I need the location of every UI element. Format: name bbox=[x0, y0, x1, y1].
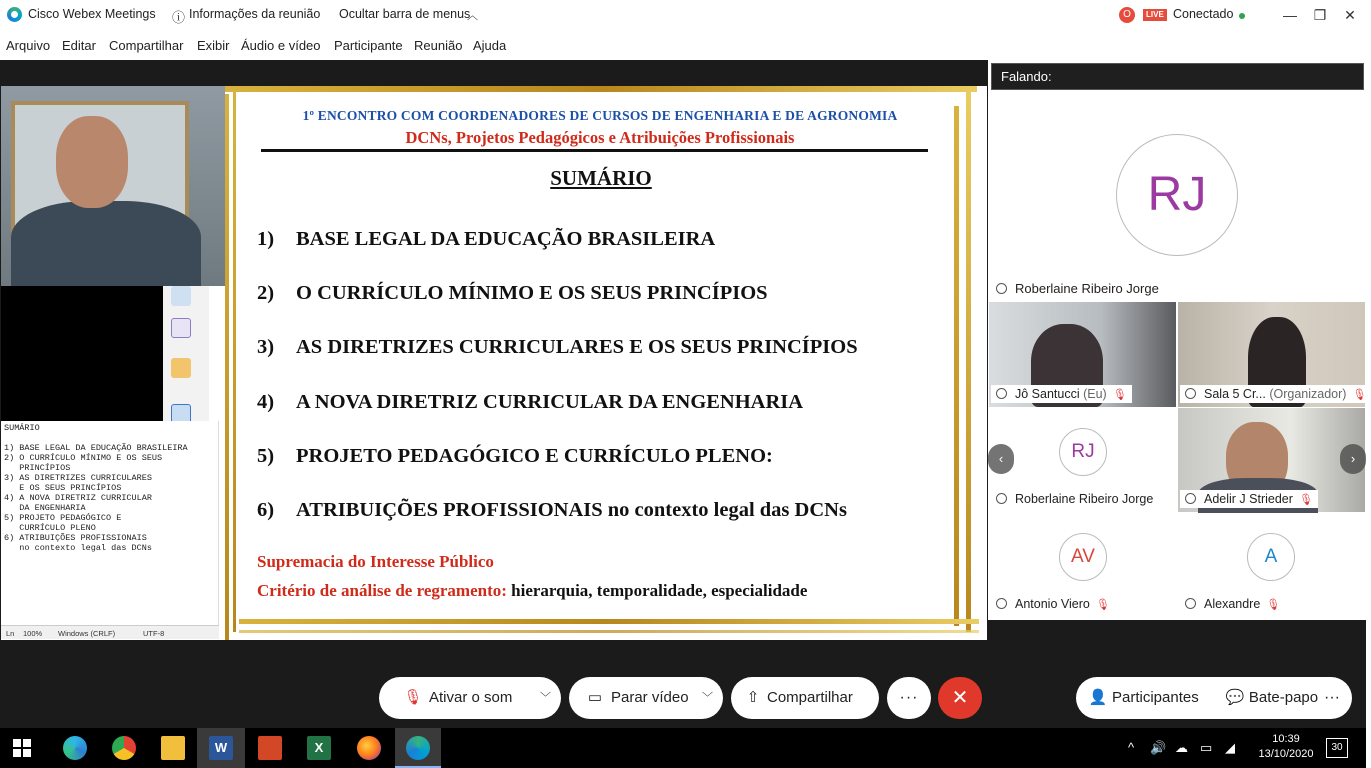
volume-icon[interactable]: 🔊 bbox=[1150, 740, 1167, 755]
wifi-icon[interactable]: ◢ bbox=[1225, 740, 1235, 755]
participants-video-panel bbox=[988, 60, 1366, 620]
status-encoding: UTF-8 bbox=[143, 629, 165, 638]
slide-item: 5) PROJETO PEDAGÓGICO E CURRÍCULO PLENO: bbox=[257, 445, 773, 467]
shared-screen bbox=[1, 86, 987, 640]
chevron-down-icon[interactable]: ﹀ bbox=[540, 692, 551, 704]
slide-item: 1) BASE LEGAL DA EDUCAÇÃO BRASILEIRA bbox=[257, 228, 716, 250]
participant-avatar-tile[interactable] bbox=[989, 408, 1176, 512]
panel-more-button[interactable]: ··· bbox=[1324, 689, 1340, 706]
firefox-icon[interactable] bbox=[357, 736, 381, 760]
presentation-slide bbox=[225, 86, 987, 640]
video-camera-icon: ▭ bbox=[587, 689, 603, 706]
menu-exibir[interactable]: Exibir bbox=[197, 38, 230, 53]
participant-namebar: Adelir J Strieder 🎙 bbox=[1180, 490, 1318, 508]
end-meeting-button[interactable]: ✕ bbox=[938, 677, 982, 719]
title-bar bbox=[0, 0, 1366, 30]
slide-note-supremacia: Supremacia do Interesse Público bbox=[257, 552, 494, 571]
participant-namebar: Jô Santucci (Eu) 🎙 bbox=[991, 385, 1132, 403]
unmute-button[interactable]: 🎙 Ativar o som ﹀ bbox=[379, 677, 561, 719]
menu-audio-video[interactable]: Áudio e vídeo bbox=[241, 38, 321, 53]
muted-mic-icon: 🎙 bbox=[1266, 599, 1281, 611]
participant-video-tile[interactable] bbox=[989, 302, 1176, 407]
menu-bar bbox=[0, 30, 1366, 60]
meeting-info-button[interactable]: Informações da reunião bbox=[189, 7, 321, 21]
share-button[interactable]: ⇧ Compartilhar bbox=[731, 677, 879, 719]
muted-mic-icon: 🎙 bbox=[1112, 389, 1127, 401]
slide-header-line1: 1º ENCONTRO COM COORDENADORES DE CURSOS DE ENGENHARIA E DE AGRONOMIA bbox=[302, 108, 898, 123]
panel-buttons-group bbox=[1076, 677, 1352, 719]
tray-chevron-icon[interactable]: ^ bbox=[1128, 740, 1135, 755]
minimize-icon[interactable]: — bbox=[1283, 7, 1297, 23]
slide-item: 6) ATRIBUIÇÕES PROFISSIONAIS no contexto legal das DCNs bbox=[257, 499, 847, 521]
black-window-area bbox=[1, 286, 163, 421]
webex-logo-icon bbox=[7, 7, 22, 22]
participant-namebar: Antonio Viero 🎙 bbox=[991, 595, 1115, 613]
participant-avatar-tile[interactable] bbox=[1178, 513, 1365, 618]
presenter-head-image bbox=[56, 116, 128, 208]
clock-time: 10:39 bbox=[1272, 733, 1300, 745]
document-icon[interactable] bbox=[171, 318, 191, 338]
excel-icon[interactable]: X bbox=[307, 736, 331, 760]
connected-dot-icon bbox=[1239, 13, 1245, 19]
slide-header-rule bbox=[261, 149, 928, 152]
menu-arquivo[interactable]: Arquivo bbox=[6, 38, 51, 53]
link-icon[interactable] bbox=[171, 286, 191, 306]
chevron-up-icon[interactable]: ︿ bbox=[467, 10, 478, 22]
bottom-gold-border bbox=[239, 619, 979, 624]
audio-icon bbox=[1185, 598, 1196, 609]
chat-icon: 💬 bbox=[1225, 689, 1245, 706]
audio-icon bbox=[1185, 388, 1196, 399]
menu-reuniao[interactable]: Reunião bbox=[414, 38, 463, 53]
powerpoint-icon[interactable] bbox=[258, 736, 282, 760]
presenter-body-image bbox=[11, 201, 201, 291]
slide-note-criterio: Critério de análise de regramento: hierarquia, temporalidade, especialidade bbox=[257, 581, 808, 600]
slide-header-line2: DCNs, Projetos Pedagógicos e Atribuições Profissionais bbox=[405, 128, 795, 147]
muted-mic-icon: 🎙 bbox=[1298, 494, 1313, 506]
slide-item: 4) A NOVA DIRETRIZ CURRICULAR DA ENGENHARIA bbox=[257, 391, 804, 413]
windows-start-icon[interactable] bbox=[13, 739, 31, 757]
desktop-icons-strip bbox=[163, 286, 209, 421]
active-speaker-namebar: Roberlaine Ribeiro Jorge bbox=[991, 279, 1164, 298]
lock-icon[interactable] bbox=[171, 358, 191, 378]
meeting-controls-bar bbox=[0, 668, 1366, 728]
scroll-left-icon[interactable]: ‹ bbox=[988, 444, 1014, 474]
participant-avatar: A bbox=[1247, 533, 1295, 581]
status-line: Ln bbox=[6, 629, 15, 638]
participant-avatar-tile[interactable] bbox=[989, 513, 1176, 618]
status-zoom: 100% bbox=[23, 629, 43, 638]
stop-video-button[interactable]: ▭ Parar vídeo ﹀ bbox=[569, 677, 723, 719]
chat-button[interactable]: Bate-papo bbox=[1248, 689, 1319, 706]
participants-button[interactable]: Participantes bbox=[1112, 689, 1199, 706]
slide-item: 2) O CURRÍCULO MÍNIMO E OS SEUS PRINCÍPIOS bbox=[257, 282, 768, 304]
audio-icon bbox=[996, 598, 1007, 609]
participant-namebar: Sala 5 Cr... (Organizador) 🎙 bbox=[1180, 385, 1371, 403]
status-eol: Windows (CRLF) bbox=[58, 629, 116, 638]
slide-title: SUMÁRIO bbox=[550, 166, 652, 190]
hide-menu-button[interactable]: Ocultar barra de menus bbox=[339, 7, 471, 21]
slide-item: 3) AS DIRETRIZES CURRICULARES E OS SEUS PRINCÍPIOS bbox=[257, 336, 858, 358]
notepad-window bbox=[1, 421, 219, 639]
notepad-text[interactable]: SUMÁRIO 1) BASE LEGAL DA EDUCAÇÃO BRASILEIRA 2) O CURRÍCULO MÍNIMO E OS SEUS PRINCÍPIOS 3) AS DIRETRIZES CURRICULARES E OS SEUS PRINCÍPIOS 4) A NOVA DIRETRIZ CURRICULAR DA ENGENHARIA 5) PROJETO PEDAGÓGICO E CURRÍCULO PLENO 6) ATRIBUIÇÕES PROFISSIONAIS no contexto legal das DCNs bbox=[4, 423, 188, 553]
menu-editar[interactable]: Editar bbox=[62, 38, 96, 53]
file-explorer-icon[interactable] bbox=[161, 736, 185, 760]
more-options-button[interactable]: ··· bbox=[887, 677, 931, 719]
restore-icon[interactable]: ❐ bbox=[1313, 7, 1327, 23]
notifications-icon[interactable] bbox=[1326, 738, 1348, 758]
muted-mic-icon: 🎙 bbox=[1352, 389, 1367, 401]
share-icon: ⇧ bbox=[746, 689, 760, 706]
audio-icon bbox=[996, 283, 1007, 294]
participant-video-tile[interactable] bbox=[1178, 302, 1365, 407]
participant-namebar: Alexandre 🎙 bbox=[1180, 595, 1285, 613]
cloud-icon[interactable]: ☁ bbox=[1175, 740, 1188, 755]
menu-participante[interactable]: Participante bbox=[334, 38, 403, 53]
notepad-status-bar bbox=[1, 625, 219, 639]
muted-mic-icon: 🎙 bbox=[1095, 599, 1110, 611]
chevron-down-icon[interactable]: ﹀ bbox=[702, 692, 713, 704]
word-icon[interactable]: W bbox=[209, 736, 233, 760]
app-title: Cisco Webex Meetings bbox=[28, 7, 156, 21]
webex-taskbar-icon[interactable] bbox=[406, 736, 430, 760]
menu-ajuda[interactable]: Ajuda bbox=[473, 38, 507, 53]
clock-date: 13/10/2020 bbox=[1258, 748, 1314, 760]
record-icon: O bbox=[1119, 7, 1135, 23]
presenter-camera-video bbox=[1, 86, 226, 286]
info-icon[interactable]: ⓘ bbox=[172, 10, 186, 25]
scroll-right-icon[interactable]: › bbox=[1340, 444, 1366, 474]
participant-namebar: Roberlaine Ribeiro Jorge bbox=[991, 490, 1158, 508]
participants-icon: 👤 bbox=[1088, 689, 1108, 706]
windows-taskbar bbox=[0, 728, 1366, 768]
live-badge: LIVE bbox=[1143, 9, 1167, 21]
audio-icon bbox=[996, 388, 1007, 399]
participant-avatar: RJ bbox=[1059, 428, 1107, 476]
connection-status: Conectado bbox=[1173, 7, 1234, 21]
audio-icon bbox=[996, 493, 1007, 504]
notification-count: 30 bbox=[1331, 742, 1343, 753]
menu-compartilhar[interactable]: Compartilhar bbox=[109, 38, 184, 53]
system-clock[interactable] bbox=[1256, 732, 1316, 762]
close-icon[interactable]: ✕ bbox=[1344, 7, 1356, 23]
battery-icon[interactable]: ▭ bbox=[1200, 740, 1213, 755]
participant-video-tile[interactable] bbox=[1178, 408, 1365, 512]
active-speaker-avatar[interactable]: RJ bbox=[1116, 134, 1238, 256]
participant-avatar: AV bbox=[1059, 533, 1107, 581]
audio-icon bbox=[1185, 493, 1196, 504]
muted-mic-icon: 🎙 bbox=[403, 689, 423, 706]
bottom-gold-border-2 bbox=[239, 630, 979, 633]
chrome-icon[interactable] bbox=[112, 736, 136, 760]
top-gold-border bbox=[225, 86, 977, 92]
speaking-indicator: Falando: bbox=[991, 63, 1364, 90]
edge-icon[interactable] bbox=[63, 736, 87, 760]
